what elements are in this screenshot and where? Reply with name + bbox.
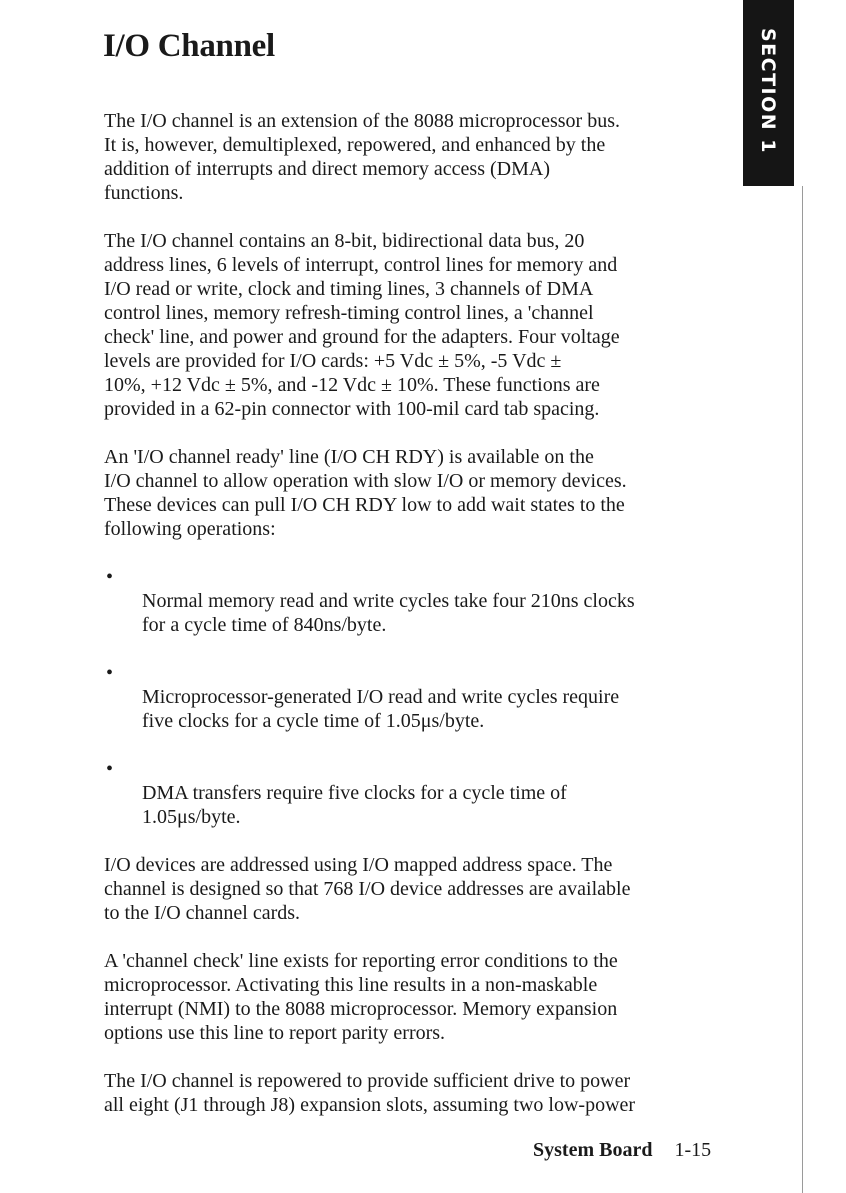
list-item	[104, 565, 754, 637]
paragraph-intro: The I/O channel is an extension of the 8088 microprocessor bus. It is, however, demultiplexed, repowered, and enhanced by the addition of interrupts and direct memory access (DMA) functions.	[104, 110, 620, 204]
list-item	[104, 661, 754, 733]
section-tab-label: SECTION 1	[757, 27, 779, 155]
paragraph-repowered: The I/O channel is repowered to provide sufficient drive to power all eight (J1 through J8) expansion slots, assuming two low-power	[104, 1070, 636, 1116]
bullet-icon: •	[106, 566, 114, 588]
paragraph-channel-check: A 'channel check' line exists for reporting error conditions to the microprocessor. Activating this line results in a non-maskable interrupt (NMI) to the 8088 microprocessor. Memory expansion options use this line to report parity errors.	[104, 950, 618, 1044]
bullet-icon: •	[106, 758, 114, 780]
margin-rule	[802, 186, 803, 1193]
list-item	[104, 757, 754, 829]
bullet-icon: •	[106, 662, 114, 684]
footer-section-title: System Board	[533, 1139, 653, 1161]
page-number: 1-15	[674, 1139, 712, 1161]
list-item-text: DMA transfers require five clocks for a cycle time of 1.05μs/byte.	[142, 782, 567, 828]
paragraph-channel-ready: An 'I/O channel ready' line (I/O CH RDY) is available on the I/O channel to allow operation with slow I/O or memory devices. These devices can pull I/O CH RDY low to add wait states to the following operations:	[104, 446, 627, 540]
list-item-text: Normal memory read and write cycles take four 210ns clocks for a cycle time of 840ns/byte.	[142, 590, 635, 636]
list-item-text: Microprocessor-generated I/O read and write cycles require five clocks for a cycle time of 1.05μs/byte.	[142, 686, 620, 732]
page-footer	[533, 1137, 711, 1163]
body-text	[104, 109, 754, 1141]
paragraph-addressing: I/O devices are addressed using I/O mapped address space. The channel is designed so that 768 I/O device addresses are available to the I/O channel cards.	[104, 854, 631, 924]
wait-state-list	[104, 565, 754, 829]
page-title: I/O Channel	[103, 28, 275, 64]
paragraph-channel-contents: The I/O channel contains an 8-bit, bidirectional data bus, 20 address lines, 6 levels of interrupt, control lines for memory and I/O read or write, clock and timing lines, 3 channels of DMA control lines, memory refresh-timing control lines, a 'channel check' line, and power and ground for the adapters. Four voltage levels are provided for I/O cards: +5 Vdc ± 5%, -5 Vdc ± 10%, +12 Vdc ± 5%, and -12 Vdc ± 10%. These functions are provided in a 62-pin connector with 100-mil card tab spacing.	[104, 230, 620, 420]
